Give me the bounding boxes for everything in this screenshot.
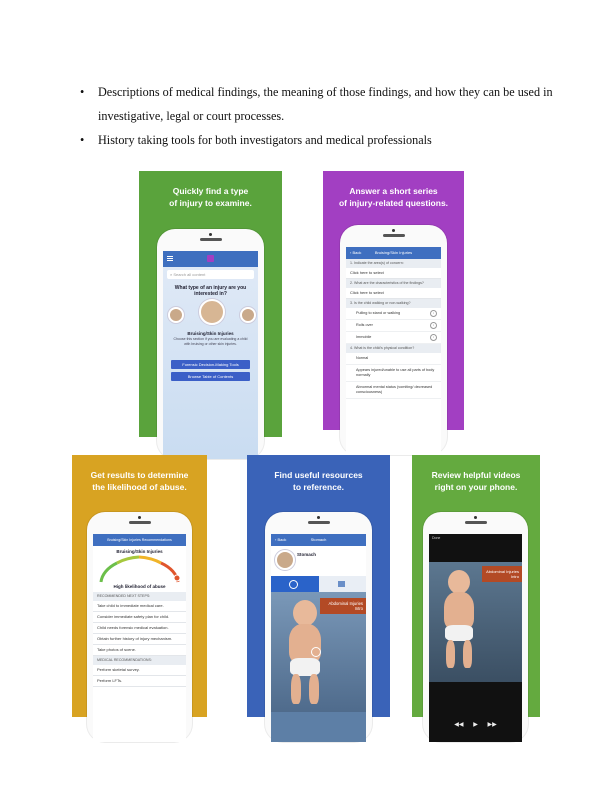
- back-button[interactable]: ‹ Back: [350, 250, 362, 255]
- bullet-glyph: •: [80, 85, 85, 99]
- camera-icon: [392, 229, 395, 232]
- video-title-overlay: Abdominal Injuries Intro: [320, 598, 366, 614]
- nav-bar: [93, 534, 186, 546]
- injury-title: Bruising/Skin Injuries: [187, 331, 234, 336]
- image-icon: [338, 581, 345, 587]
- table-of-contents-button[interactable]: Browse Table of Contents: [171, 372, 250, 381]
- step-item: Take child to immediate medical care.: [93, 601, 186, 612]
- med-item: Perform LFTs.: [93, 676, 186, 687]
- done-button[interactable]: Done: [432, 536, 441, 540]
- phone-screen: [346, 247, 441, 455]
- screenshot-panel-results: [72, 455, 207, 717]
- info-icon[interactable]: i: [430, 322, 437, 329]
- menu-icon[interactable]: [167, 256, 173, 257]
- phone-screen: [93, 534, 186, 742]
- step-item: Consider immediate safety plan for child.: [93, 612, 186, 623]
- speaker-icon: [129, 521, 151, 524]
- resource-header: [271, 546, 366, 576]
- camera-icon: [474, 516, 477, 519]
- play-icon[interactable]: ▶: [473, 722, 478, 728]
- app-header: [163, 251, 258, 267]
- bullet-item: [78, 80, 558, 128]
- phone-mockup: [87, 512, 192, 742]
- option-item[interactable]: Abnormal mental status (vomiting/ decreased consciousness): [346, 382, 441, 399]
- option-item[interactable]: Immobile i: [346, 332, 441, 344]
- video-title-overlay: Abdominal Injuries Intro: [482, 566, 522, 582]
- next-steps-header: RECOMMENDED NEXT STEPS:: [93, 592, 186, 601]
- question-2: 2. What are the characteristics of the findings?: [346, 279, 441, 288]
- injury-carousel[interactable]: [163, 297, 258, 331]
- nav-title: Bruising/Skin Injuries Recommendations: [107, 538, 172, 542]
- camera-icon: [317, 516, 320, 519]
- screenshot-panel-videos: [412, 455, 540, 728]
- result-text: High likelihood of abuse: [113, 584, 166, 589]
- app-logo-icon: [207, 255, 214, 262]
- step-item: Child needs forensic medical evaluation.: [93, 623, 186, 634]
- phone-screen: [429, 534, 522, 742]
- panel-caption: Get results to determine the likelihood of abuse.: [90, 470, 189, 492]
- image-tab[interactable]: [319, 576, 367, 592]
- injury-thumb-left[interactable]: [168, 307, 184, 323]
- bullet-text: History taking tools for both investigators and medical professionals: [98, 133, 432, 147]
- baby-illustration: [439, 570, 479, 680]
- question-3: 3. Is the child walking or non-walking?: [346, 299, 441, 308]
- panel-caption: Find useful resources to reference.: [274, 470, 363, 492]
- nav-bar: [271, 534, 366, 546]
- speaker-icon: [308, 521, 330, 524]
- select-area-field[interactable]: Click here to select: [346, 268, 441, 279]
- panel-caption: Answer a short series of injury-related questions.: [338, 186, 449, 208]
- back-button[interactable]: ‹ Back: [275, 537, 287, 542]
- option-item[interactable]: Pulling to stand or walking i: [346, 308, 441, 320]
- phone-mockup: [340, 225, 447, 455]
- screenshot-panel-find-injury: [139, 171, 282, 437]
- search-icon: ⌕: [170, 272, 174, 277]
- option-item[interactable]: Rolls over i: [346, 320, 441, 332]
- injury-question: What type of an injury are you interested in?: [174, 285, 247, 297]
- step-item: Obtain further history of injury mechanism.: [93, 634, 186, 645]
- phone-mockup: [265, 512, 372, 742]
- phone-screen: [163, 251, 258, 459]
- nav-title: Stomach: [310, 537, 327, 542]
- screenshot-panel-resources: [247, 455, 390, 717]
- forensic-tools-button[interactable]: Forensic Decision-Making Tools: [171, 360, 250, 369]
- nav-bar: [346, 247, 441, 259]
- video-controls-top: [429, 534, 522, 548]
- panel-caption: Review helpful videos right on your phone.: [431, 470, 521, 492]
- media-tabs: [271, 576, 366, 592]
- rewind-icon[interactable]: ◀◀: [454, 722, 464, 728]
- panel-caption: Quickly find a type of injury to examine.: [169, 186, 252, 208]
- screenshot-panel-questions: [323, 171, 464, 430]
- likelihood-gauge: [93, 554, 186, 584]
- question-4: 4. What is the child's physical condition?: [346, 344, 441, 353]
- speaker-icon: [200, 238, 222, 241]
- search-input[interactable]: [167, 270, 254, 279]
- gauge-title: Bruising/Skin Injuries: [116, 549, 163, 554]
- option-item[interactable]: Appears injured/unable to use all parts of body normally: [346, 365, 441, 382]
- camera-icon: [138, 516, 141, 519]
- injury-description: Choose this section if you are evaluating a child with bruising or other skin injuries.: [173, 337, 248, 346]
- info-icon[interactable]: i: [430, 334, 437, 341]
- fast-forward-icon[interactable]: ▶▶: [487, 722, 497, 728]
- speaker-icon: [465, 521, 487, 524]
- play-icon: [289, 580, 298, 589]
- phone-screen: [271, 534, 366, 742]
- nav-title: Bruising/Skin Injuries: [374, 250, 413, 255]
- playback-controls: [429, 721, 522, 728]
- resource-thumb: [275, 550, 295, 570]
- bullet-text: Descriptions of medical findings, the meaning of those findings, and how they can be used in investigative, legal or court processes.: [98, 85, 553, 123]
- info-icon[interactable]: i: [430, 310, 437, 317]
- step-item: Take photos of scene.: [93, 645, 186, 656]
- camera-icon: [209, 233, 212, 236]
- bullet-list: [78, 80, 558, 152]
- video-frame[interactable]: [429, 562, 522, 682]
- video-player[interactable]: [271, 592, 366, 712]
- video-tab[interactable]: [271, 576, 319, 592]
- medical-header: MEDICAL RECOMMENDATIONS:: [93, 656, 186, 665]
- select-characteristics-field[interactable]: Click here to select: [346, 288, 441, 299]
- question-1: 1. Indicate the area(s) of concern:: [346, 259, 441, 268]
- bullet-item: [78, 128, 558, 152]
- option-item[interactable]: Normal: [346, 353, 441, 365]
- med-item: Perform skeletal survey.: [93, 665, 186, 676]
- injury-thumb-center[interactable]: [199, 299, 225, 325]
- speaker-icon: [383, 234, 405, 237]
- search-placeholder: Search all content: [173, 272, 206, 277]
- phone-mockup: [157, 229, 264, 459]
- bullet-glyph: •: [80, 133, 85, 147]
- play-button-icon[interactable]: [311, 647, 321, 657]
- resource-title: Stomach: [297, 552, 317, 557]
- phone-mockup: [423, 512, 528, 742]
- injury-thumb-right[interactable]: [240, 307, 256, 323]
